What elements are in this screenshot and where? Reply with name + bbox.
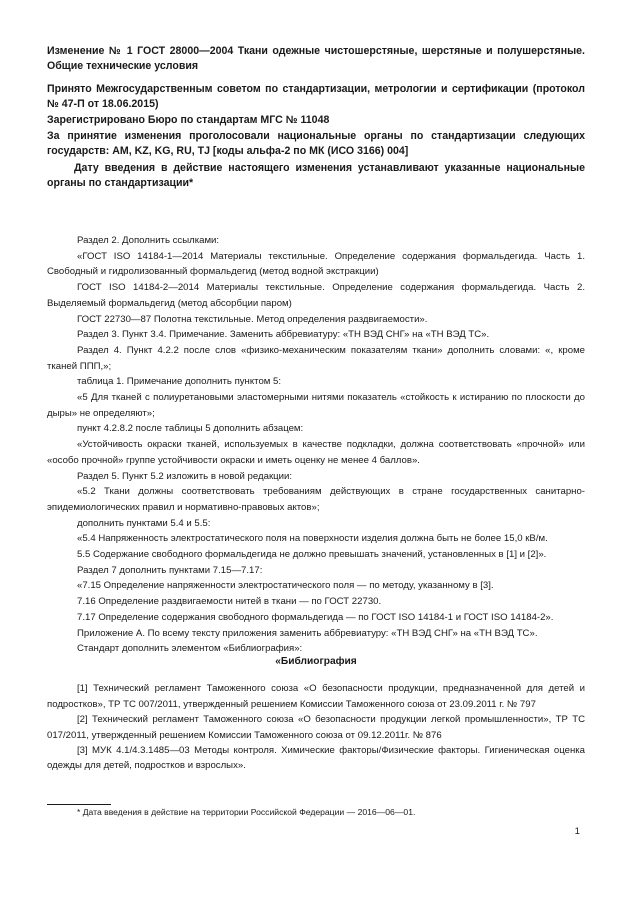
paragraph: 7.17 Определение содержания свободного формальдегида — по ГОСТ ISO 14184-1 и ГОСТ ISO 14184-2». <box>77 611 554 623</box>
paragraph: ГОСТ ISO 14184-2—2014 Материалы текстильные. Определение содержания формальдегида. Часть 2. Выделяемый формальдегид (метод абсорбции паром) <box>47 282 585 309</box>
amendment-title: Изменение № 1 ГОСТ 28000—2004 Ткани одежные чистошерстяные, шерстяные и полушерстяные. Общие технические условия <box>47 45 585 72</box>
bibliography-item: [2] Технический регламент Таможенного союза «О безопасности продукции легкой промышленности», ТР ТС 017/2011, утвержденный решением Комиссии Таможенного союза от 09.12.2011г. № 876 <box>47 714 585 741</box>
paragraph: «7.15 Определение напряженности электростатического поля — по методу, указанному в [3]. <box>77 580 494 592</box>
paragraph: 5.5 Содержание свободного формальдегида не должно превышать значений, установленных в [1] и [2]». <box>77 549 547 561</box>
bibliography-section <box>47 654 585 774</box>
accepted-by: Принято Межгосударственным советом по стандартизации, метрологии и сертификации (протокол № 47-П от 18.06.2015) <box>47 83 585 110</box>
page-number: 1 <box>574 826 580 837</box>
paragraph: Раздел 2. Дополнить ссылками: <box>77 235 220 246</box>
voted-for: За принятие изменения проголосовали национальные органы по стандартизации следующих государств: AM, KZ, KG, RU, TJ [коды альфа-2 по МК (ИСО 3166) 004] <box>47 130 585 157</box>
effective-date-note: Дату введения в действие настоящего изменения устанавливают указанные национальные органы по стандартизации* <box>47 162 585 189</box>
paragraph: дополнить пунктами 5.4 и 5.5: <box>77 517 211 529</box>
paragraph: Стандарт дополнить элементом «Библиография»: <box>77 643 303 655</box>
paragraph: «5.4 Напряженность электростатического поля на поверхности изделия должна быть не более 15,0 кВ/м. <box>77 533 548 545</box>
amendment-body <box>47 233 585 657</box>
paragraph: Раздел 5. Пункт 5.2 изложить в новой редакции: <box>77 470 293 482</box>
paragraph: Приложение А. По всему тексту приложения заменить аббревиатуру: «ТН ВЭД СНГ» на «ТН ВЭД ТС». <box>77 627 538 639</box>
paragraph: «ГОСТ ISO 14184-1—2014 Материалы текстильные. Определение содержания формальдегида. Часть 1. Свободный и гидролизованный формальдегид (метод водной экстракции) <box>47 250 585 278</box>
bibliography-item: [3] МУК 4.1/4.3.1485—03 Методы контроля. Химические факторы/Физические факторы. Гигиеническая оценка одежды для детей, подростков и взрослых». <box>47 745 585 772</box>
paragraph: «5.2 Ткани должны соответствовать требованиям действующих в стране государственных санитарно-эпидемиологических правил и нормативно-правовых актов»; <box>47 486 585 513</box>
paragraph: пункт 4.2.8.2 после таблицы 5 дополнить абзацем: <box>77 423 304 435</box>
bibliography-item: [1] Технический регламент Таможенного союза «О безопасности продукции, предназначенной для детей и подростков», ТР ТС 007/2011, утвержденный решением Комиссии Таможенного союза от 23.09.2011 г. № 797 <box>47 683 585 710</box>
paragraph: Раздел 4. Пункт 4.2.2 после слов «физико-механическим показателям ткани» дополнить словами: «, кроме тканей ППП,»; <box>47 344 585 372</box>
registered-by: Зарегистрировано Бюро по стандартам МГС № 11048 <box>47 114 330 126</box>
paragraph: таблица 1. Примечание дополнить пунктом 5: <box>77 376 282 388</box>
paragraph: ГОСТ 22730—87 Полотна текстильные. Метод определения раздвигаемости». <box>77 313 428 325</box>
paragraph: «Устойчивость окраски тканей, используемых в качестве подкладки, должна соответствовать «прочной» или «особо прочной» группе устойчивости окраски и иметь оценку не менее 4 баллов». <box>47 439 585 466</box>
paragraph: 7.16 Определение раздвигаемости нитей в ткани — по ГОСТ 22730. <box>77 596 382 608</box>
paragraph: Раздел 3. Пункт 3.4. Примечание. Заменить аббревиатуру: «ТН ВЭД СНГ» на «ТН ВЭД ТС». <box>77 329 490 341</box>
bibliography-heading: «Библиография <box>275 656 357 667</box>
footnote: * Дата введения в действие на территории Российской Федерации — 2016—06—01. <box>77 807 416 817</box>
paragraph: «5 Для тканей с полиуретановыми эластомерными нитями показатель «стойкость к истиранию по плоскости до дыры» не определяют»; <box>47 392 585 419</box>
footnote-separator <box>47 804 111 805</box>
paragraph: Раздел 7 дополнить пунктами 7.15—7.17: <box>77 564 263 576</box>
